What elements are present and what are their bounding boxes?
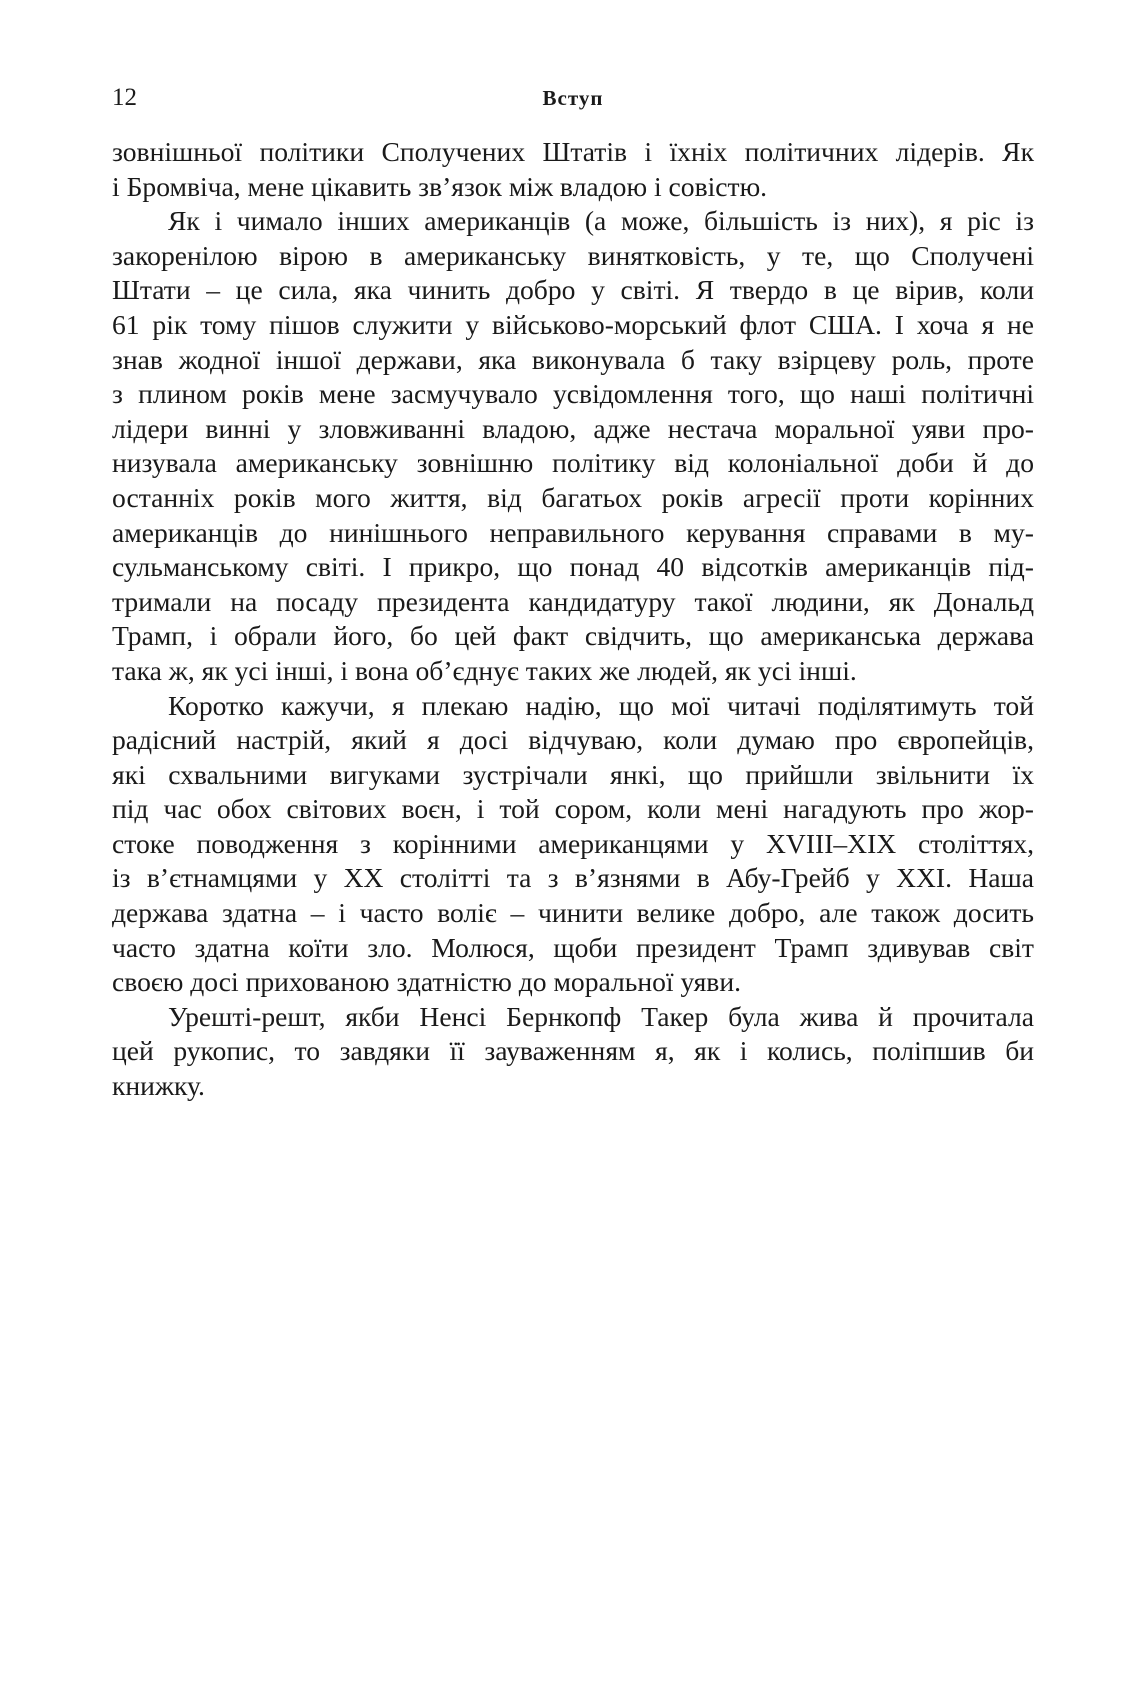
text-line: низувала американську зовнішню політику від колоніальної доби й до: [112, 447, 1034, 479]
text-line: і Бромвіча, мене цікавить зв’язок між владою і совістю.: [112, 170, 768, 202]
text-line: 61 рік тому пішов служити у військово-морський флот США. І хоча я не: [112, 308, 1034, 340]
text-line: цей рукопис, то завдяки її зауваженням я, як і колись, поліпшив би: [112, 1035, 1034, 1067]
text-line: радісний настрій, який я досі відчуваю, коли думаю про європейців,: [112, 724, 1034, 756]
text-line: Коротко кажучи, я плекаю надію, що мої читачі поділятимуть той: [168, 689, 1034, 721]
text-line: американців до нинішнього неправильного керування справами в му-: [112, 516, 1034, 548]
paragraph-4: [112, 1000, 1034, 1104]
text-line: сульманському світі. І прикро, що понад 40 відсотків американців під-: [112, 551, 1034, 583]
paragraph-1: [112, 135, 1034, 204]
paragraph-2: [112, 204, 1034, 688]
body-text: [112, 135, 1034, 1104]
text-line: Трамп, і обрали його, бо цей факт свідчить, що американська держава: [112, 620, 1034, 652]
text-line: зовнішньої політики Сполучених Штатів і їхніх політичних лідерів. Як: [112, 136, 1034, 167]
text-line: які схвальними вигуками зустрічали янкі, що прийшли звільнити їх: [112, 758, 1034, 790]
page-number: 12: [112, 84, 137, 111]
text-line: Як і чимало інших американців (а може, більшість із них), я ріс із: [168, 205, 1034, 237]
section-title: Вступ: [542, 86, 604, 110]
text-line: знав жодної іншої держави, яка виконувала б таку взірцеву роль, проте: [112, 343, 1034, 375]
text-line: часто здатна коїти зло. Молюся, щоби президент Трамп здивував світ: [112, 931, 1034, 963]
paragraph-3: [112, 689, 1034, 1000]
text-line: така ж, як усі інші, і вона об’єднує таких же людей, як усі інші.: [112, 654, 857, 686]
text-line: з плином років мене засмучувало усвідомлення того, що наші політичні: [112, 378, 1034, 410]
text-line: своєю досі прихованою здатністю до моральної уяви.: [112, 966, 741, 998]
text-line: із в’єтнамцями у XX столітті та з в’язнями в Абу-Грейб у XXI. Наша: [112, 862, 1034, 894]
text-line: держава здатна – і часто воліє – чинити велике добро, але також досить: [112, 897, 1034, 929]
text-line: тримали на посаду президента кандидатуру такої людини, як Дональд: [112, 585, 1034, 617]
text-line: під час обох світових воєн, і той сором, коли мені нагадують про жор-: [112, 793, 1034, 825]
text-line: лідери винні у зловживанні владою, адже нестача моральної уяви про-: [112, 412, 1034, 444]
text-line: останніх років мого життя, від багатьох років агресії проти корінних: [112, 481, 1034, 513]
text-line: стоке поводження з корінними американцями у XVIII–XIX століттях,: [112, 827, 1034, 859]
text-line: закоренілою вірою в американську винятковість, у те, що Сполучені: [112, 239, 1034, 271]
text-line: Урешті-решт, якби Ненсі Бернкопф Такер була жива й прочитала: [168, 1000, 1034, 1032]
text-line: Штати – це сила, яка чинить добро у світі. Я твердо в це вірив, коли: [112, 274, 1034, 306]
running-head: [112, 78, 1034, 118]
text-line: книжку.: [112, 1070, 205, 1102]
